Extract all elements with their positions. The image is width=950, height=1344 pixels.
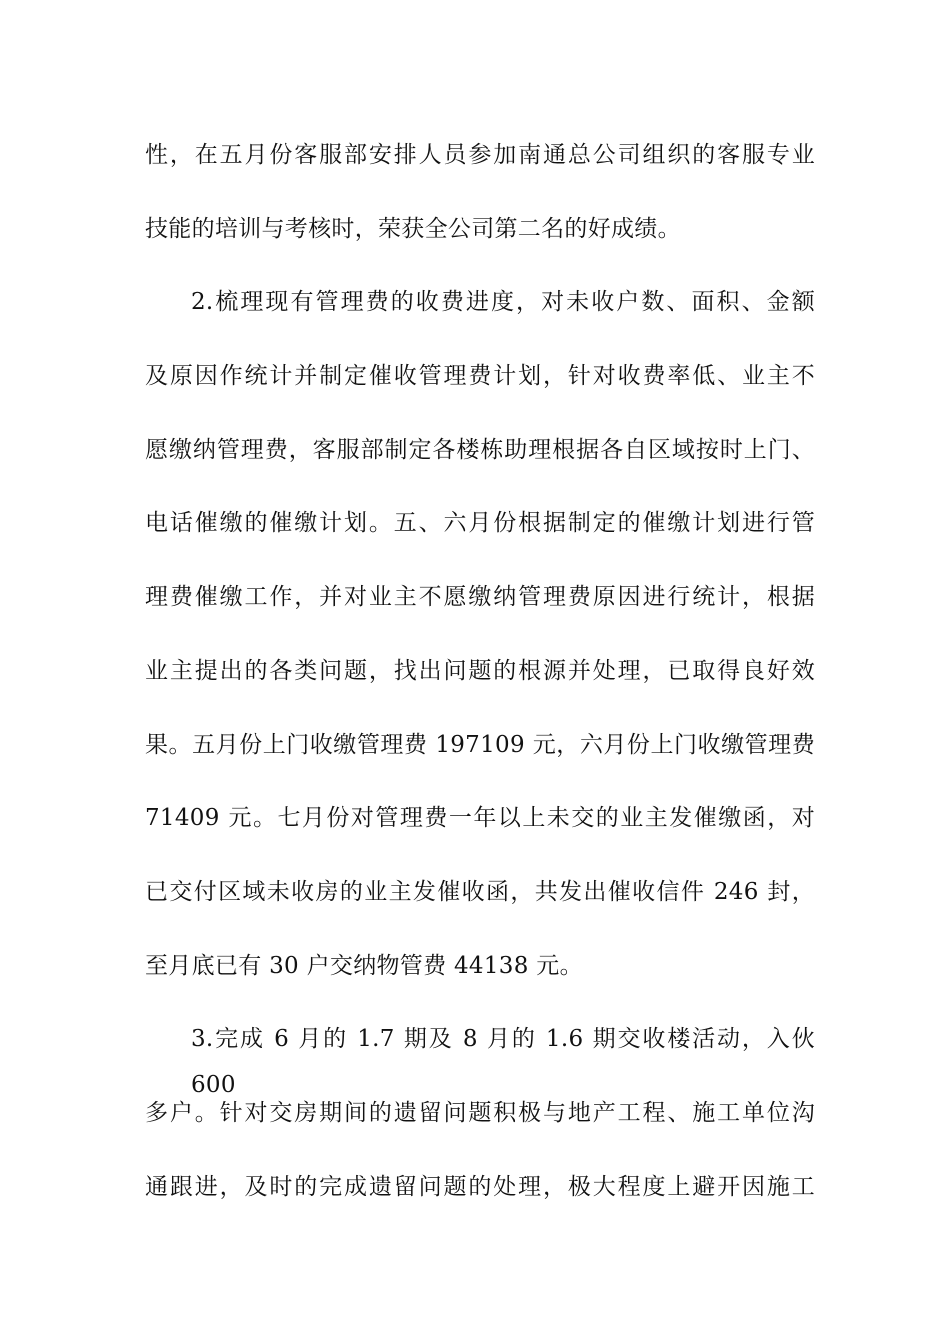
paragraph-line: 2.梳理现有管理费的收费进度，对未收户数、面积、金额 bbox=[191, 289, 815, 316]
paragraph-line: 技能的培训与考核时，荣获全公司第二名的好成绩。 bbox=[145, 215, 681, 242]
paragraph-line: 通跟进，及时的完成遗留问题的处理，极大程度上避开因施工 bbox=[145, 1173, 815, 1200]
paragraph-line: 电话催缴的催缴计划。五、六月份根据制定的催缴计划进行管 bbox=[145, 510, 815, 537]
paragraph-line: 已交付区域未收房的业主发催收函，共发出催收信件 246 封， bbox=[145, 878, 815, 905]
paragraph-line: 71409 元。七月份对管理费一年以上未交的业主发催缴函，对 bbox=[145, 805, 815, 832]
paragraph-line: 多户。针对交房期间的遗留问题积极与地产工程、施工单位沟 bbox=[145, 1099, 815, 1126]
paragraph-line: 至月底已有 30 户交纳物管费 44138 元。 bbox=[145, 952, 583, 979]
paragraph-line: 及原因作统计并制定催收管理费计划，针对收费率低、业主不 bbox=[145, 363, 815, 390]
body-text bbox=[145, 132, 815, 1237]
paragraph-line: 愿缴纳管理费，客服部制定各楼栋助理根据各自区域按时上门、 bbox=[145, 436, 815, 463]
paragraph-line: 3.完成 6 月的 1.7 期及 8 月的 1.6 期交收楼活动，入伙 600 bbox=[191, 1026, 815, 1099]
paragraph-line: 理费催缴工作，并对业主不愿缴纳管理费原因进行统计，根据 bbox=[145, 584, 815, 611]
paragraph-line: 业主提出的各类问题，找出问题的根源并处理，已取得良好效 bbox=[145, 657, 815, 684]
paragraph-line: 果。五月份上门收缴管理费 197109 元，六月份上门收缴管理费 bbox=[145, 731, 815, 758]
paragraph-line: 性，在五月份客服部安排人员参加南通总公司组织的客服专业 bbox=[145, 142, 815, 168]
